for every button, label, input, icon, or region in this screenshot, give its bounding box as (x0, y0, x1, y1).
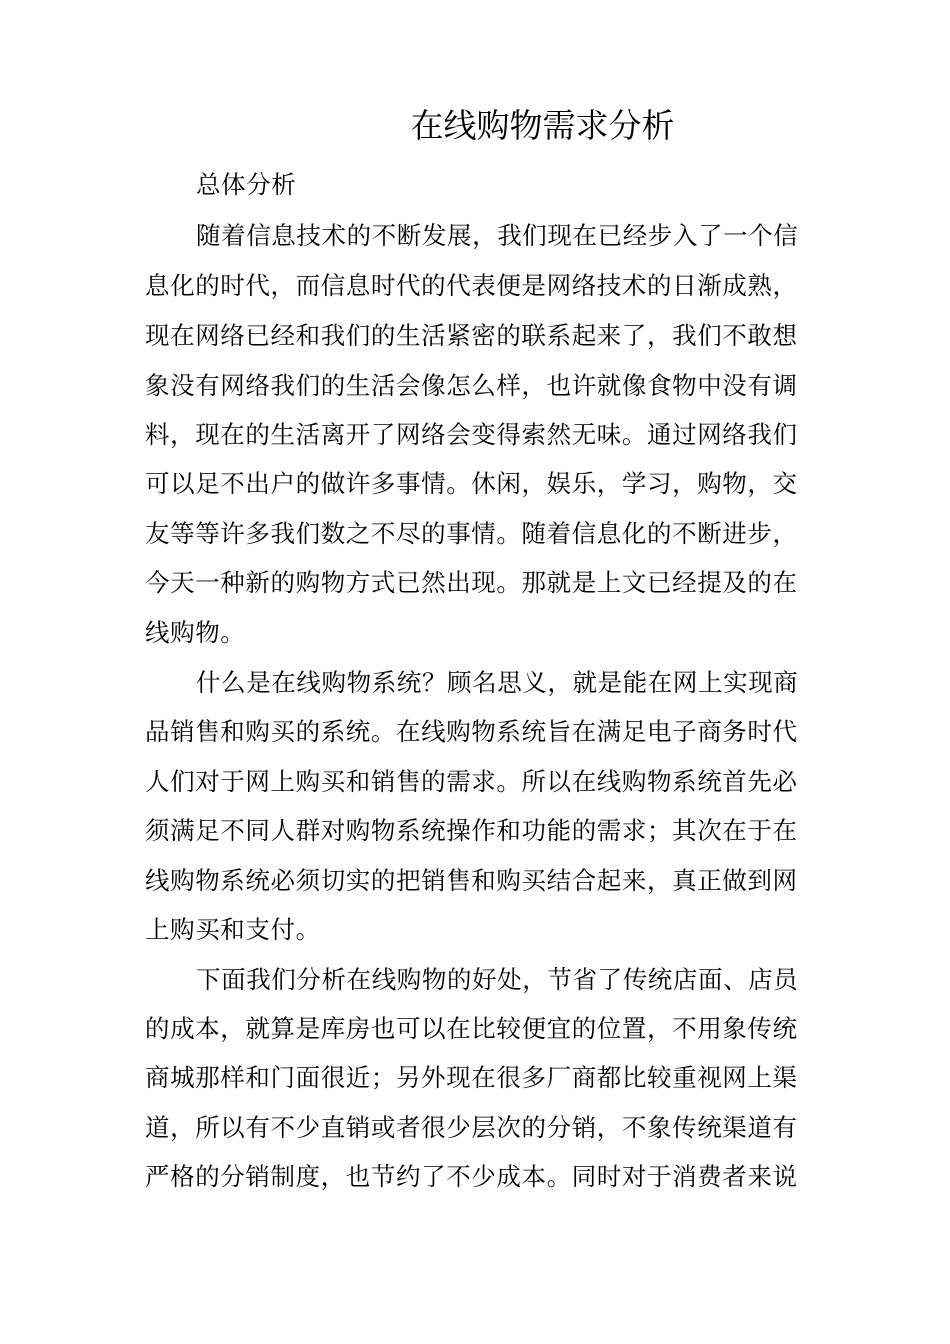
paragraph-1-line-4: 象没有网络我们的生活会像怎么样，也许就像食物中没有调 (145, 371, 798, 400)
paragraph-3-line-4: 道，所以有不少直销或者很少层次的分销，不象传统渠道有 (145, 1113, 798, 1142)
paragraph-1-line-9: 线购物。 (145, 618, 246, 647)
paragraph-1-line-3: 现在网络已经和我们的生活紧密的联系起来了，我们不敢想 (145, 321, 798, 350)
paragraph-2-line-3: 人们对于网上购买和销售的需求。所以在线购物系统首先必 (145, 767, 798, 796)
paragraph-3-line-2: 的成本，就算是库房也可以在比较便宜的位置，不用象传统 (145, 1014, 798, 1043)
paragraph-1-line-5: 料，现在的生活离开了网络会变得索然无味。通过网络我们 (145, 420, 798, 449)
paragraph-1-line-1: 随着信息技术的不断发展，我们现在已经步入了一个信 (196, 221, 799, 250)
paragraph-2-line-6: 上购买和支付。 (145, 915, 321, 944)
section-heading: 总体分析 (196, 170, 297, 199)
paragraph-3-line-5: 严格的分销制度，也节约了不少成本。同时对于消费者来说 (145, 1162, 798, 1191)
paragraph-2-line-1: 什么是在线购物系统？顾名思义，就是能在网上实现商 (196, 668, 799, 697)
paragraph-3-line-1: 下面我们分析在线购物的好处，节省了传统店面、店员 (196, 965, 799, 994)
document-title: 在线购物需求分析 (410, 106, 675, 145)
paragraph-1-line-6: 可以足不出户的做许多事情。休闲，娱乐，学习，购物，交 (145, 469, 798, 498)
paragraph-2-line-5: 线购物系统必须切实的把销售和购买结合起来，真正做到网 (145, 866, 798, 895)
paragraph-2-line-2: 品销售和购买的系统。在线购物系统旨在满足电子商务时代 (145, 717, 798, 746)
paragraph-2-line-4: 须满足不同人群对购物系统操作和功能的需求；其次在于在 (145, 816, 798, 845)
paragraph-1-line-8: 今天一种新的购物方式已然出现。那就是上文已经提及的在 (145, 568, 798, 597)
paragraph-1-line-2: 息化的时代，而信息时代的代表便是网络技术的日渐成熟， (145, 271, 798, 300)
paragraph-1-line-7: 友等等许多我们数之不尽的事情。随着信息化的不断进步， (145, 519, 798, 548)
paragraph-3-line-3: 商城那样和门面很近；另外现在很多厂商都比较重视网上渠 (145, 1063, 798, 1092)
